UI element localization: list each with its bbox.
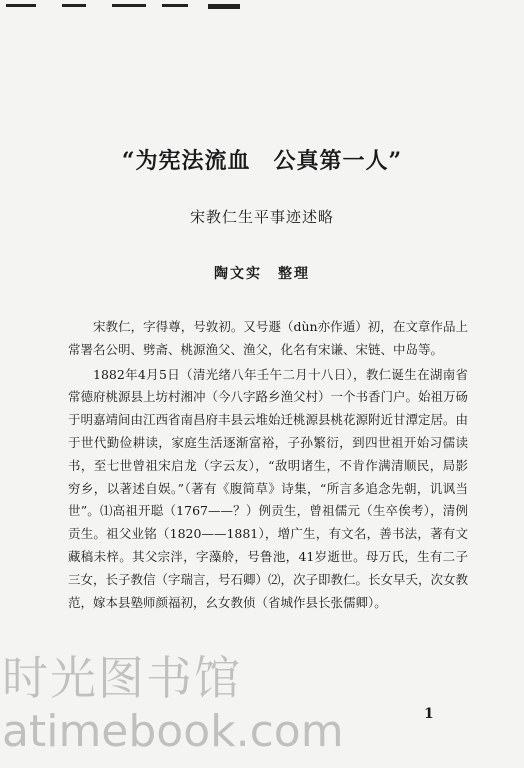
watermark (0, 650, 524, 758)
body-text (68, 316, 468, 616)
scan-mark (162, 4, 188, 7)
scan-mark (62, 4, 86, 7)
scan-mark (208, 4, 240, 9)
author-line: 陶文实 整理 (214, 266, 310, 282)
paragraph: 1882年4月5日（清光绪八年壬午二月十八日），教仁诞生在湖南省常德府桃源县上坊村湘冲（今八字路乡渔父村）一个书香门户。始祖万砀于明嘉靖间由江西省南昌府丰县云堆始迁桃源县桃花源附近甘潭定居。由于世代勤俭耕读，家庭生活逐渐富裕，子孙繁衍，到四世祖开始习儒读书，至七世曾祖宋启龙（字云友），“敌明诸生，不肯作满清顺民，局影穷乡，以著述自娱。”（著有《腹简草》诗集，“所言多追念先朝，讥讽当世”。⑴高祖开聪（1767——？）例贡生，曾祖儒元（生卒俟考），清例贡生。祖父业铭（1820——1881），增广生，有文名，善书法，著有文藏稿未梓。其父宗泮，字藻舲，号鲁池，41岁逝世。母万氏，生有二子三女，长子教信（字瑞言，号石卿）⑵，次子即教仁。长女早夭，次女教范，嫁本县塾师颜福初，幺女教侦（省城作县长张儒卿）。 (68, 366, 469, 610)
scan-mark (112, 4, 146, 7)
subtitle: 宋教仁生平事迹述略 (189, 208, 334, 226)
scan-edge-marks (0, 4, 524, 12)
watermark-url: atimebook.com (2, 706, 344, 757)
page-number: 1 (424, 706, 434, 722)
scan-mark (6, 4, 36, 7)
watermark-text: 时光图书馆 (2, 651, 242, 705)
paragraph: 宋教仁，字得尊，号敦初。又号遯（dùn亦作遁）初，在文章作品上常署名公明、劈斋、桃源渔父、渔父，化名有宋谦、宋链、中岛等。 (68, 319, 468, 357)
main-title: “为宪法流血 公真第一人” (121, 148, 403, 174)
